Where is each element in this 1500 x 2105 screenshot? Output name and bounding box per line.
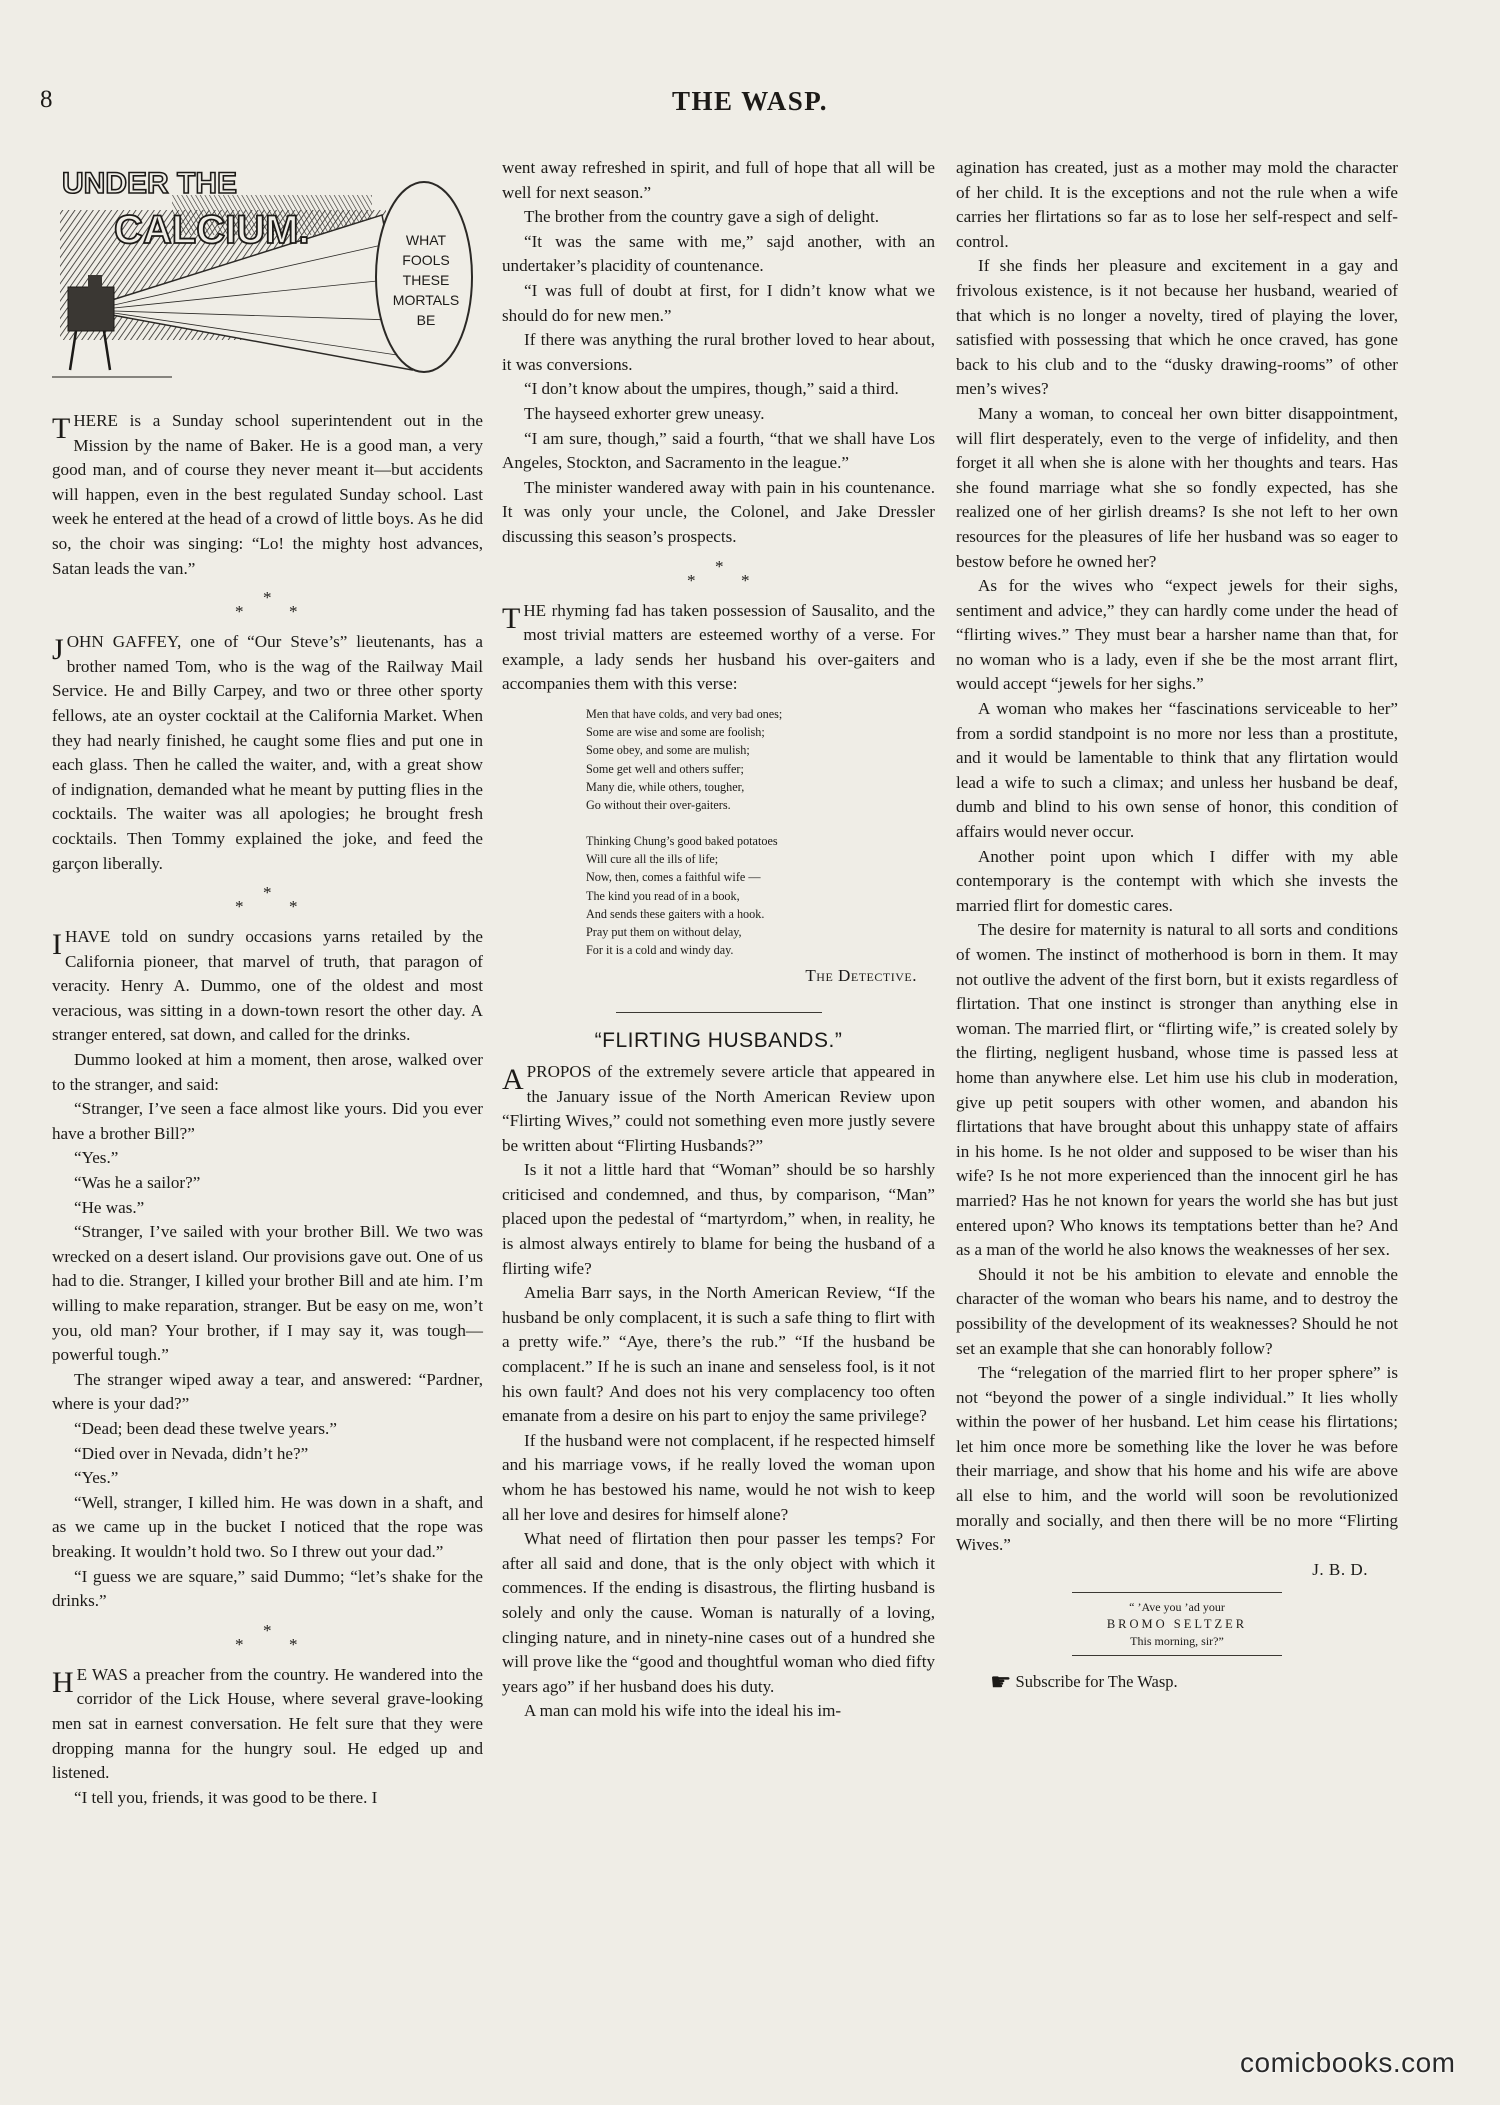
paragraph: “He was.”: [74, 1197, 145, 1217]
paragraph: “I don’t know about the umpires, though,” said a third.: [524, 379, 899, 399]
tagline-line: WHAT: [405, 232, 447, 248]
paragraph: [502, 599, 935, 697]
section-divider-stars: * * *: [235, 1620, 298, 1654]
verse-line: Men that have colds, and very bad ones;: [586, 706, 783, 721]
paragraph: The “relegation of the married flirt to her proper sphere” is not “beyond the power of a single individual.” It lies wholly within the power of her husband. Let him cease his flirtations; let him once more be something like the lover he was before their marriage, and show that his home and his wife are above all else to him, and the world will soon be revolutionized morally and socially, and then there will be no more “Flirting Wives.”: [956, 1363, 1398, 1555]
tagline-line: BE: [416, 312, 436, 328]
section-divider-stars: * * *: [687, 556, 750, 590]
calcium-light-illustration: [52, 155, 483, 393]
paragraph: A woman who makes her “fascinations serviceable to her” from a sordid standpoint is no more nor less than a prostitute, and it would be lamentable to think that any flirtation would lead a wife to such a climax; and unless her husband be deaf, dumb and blind to his own sense of honor, this condition of affairs would never occur.: [956, 699, 1398, 842]
paragraph: Is it not a little hard that “Woman” should be so harshly criticised and condemned, and thus, by comparison, “Man” placed upon the pedestal of “martyrdom,” when, in reality, he is almost always entirely to blame for being the husband of a flirting wife?: [502, 1160, 935, 1278]
tagline-line: THESE: [402, 272, 450, 288]
paragraph: Dummo looked at him a moment, then arose, walked over to the stranger, and said:: [52, 1050, 483, 1094]
under-the-calcium-illustration: [52, 155, 483, 393]
paragraph: “I was full of doubt at first, for I didn’t know what we should do for new men.”: [502, 280, 935, 325]
tagline-line: MORTALS: [392, 292, 460, 308]
pointing-hand-icon: ☛: [990, 1670, 1012, 1697]
paragraph: Another point upon which I differ with my able contemporary is the contempt with which she invests the married flirt for domestic cares.: [956, 846, 1398, 915]
paragraph: A man can mold his wife into the ideal his im-: [524, 1701, 842, 1721]
paragraph: As for the wives who “expect jewels for their sighs, sentiment and advice,” they can hardly come under the head of “flirting wives.” They must bear a harsher name than that, for no woman who is a lady, even if she be the most arrant flirt, would accept “jewels for her sighs.”: [956, 576, 1398, 694]
advert-line: This morning, sir?”: [1130, 1634, 1224, 1649]
paragraph: What need of flirtation then pour passer les temps? For after all said and done, that is the only object with which it commences. If the ending is disastrous, the flirting husband is solely and only the cause. Woman is naturally of a loving, clinging nature, and in ninety-nine cases out of a hundred she will prove like the “good and thoughtful woman who died fifty years ago” if her husband does his duty.: [502, 1529, 935, 1696]
paragraph: If she finds her pleasure and excitement in a gay and frivolous existence, is it not because her husband, wearied of that which is no longer a novelty, tired of playing the lover, satisfied with possessing that which he once craved, has gone back to his club and to the “dusky drawing-rooms” of other men’s wives?: [956, 256, 1398, 399]
verse-line: Thinking Chung’s good baked potatoes: [586, 833, 778, 848]
paragraph-text: PROPOS of the extremely severe article that appeared in the January issue of the North American Review upon “Flirting Wives,” could not something even more justly severe be written about “Flirting Husbands?”: [502, 1061, 935, 1155]
illustration-title-1: UNDER THE: [62, 167, 238, 200]
section-rule: [616, 1012, 822, 1013]
paragraph: “Well, stranger, I killed him. He was down in a shaft, and as we came up in the bucket I noticed that the rope was breaking. It wouldn’t hold two. So I threw out your dad.”: [52, 1492, 483, 1561]
advert-rule: [1072, 1592, 1282, 1593]
paragraph: Many a woman, to conceal her own bitter disappointment, will flirt desperately, even to the verge of infidelity, and then forget it all when she is alone with her thoughts and tears. Has she found marriage what she so fondly expected, has she realized one of her girlish dreams? Is she not left to her own resources for the pleasures of life her husband was so eager to bestow before he owned her?: [956, 403, 1398, 571]
paragraph: The brother from the country gave a sigh of delight.: [524, 207, 880, 227]
paragraph: The stranger wiped away a tear, and answered: “Pardner, where is your dad?”: [52, 1369, 483, 1414]
advert-brand: BROMO SELTZER: [1106, 1617, 1248, 1632]
paragraph-text: HERE is a Sunday school superintendent out in the Mission by the name of Baker. He is a good man, a very good man, and of course they never meant it—but accidents will happen, even in the best regulated Sunday school. Last week he entered at the head of a crowd of little boys. As he did so, the choir was singing: “Lo! the mighty host advances, Satan leads the van.”: [52, 411, 483, 578]
paragraph: “I am sure, though,” said a fourth, “that we shall have Los Angeles, Stockton, and Sacramento in the league.”: [502, 428, 935, 473]
paragraph: “Died over in Nevada, didn’t he?”: [74, 1443, 309, 1463]
verse: [586, 705, 935, 960]
paragraph: [52, 630, 483, 876]
article-signature: J. B. D.: [1312, 1559, 1368, 1579]
verse-line: Some are wise and some are foolish;: [586, 725, 765, 740]
paragraph: [52, 409, 483, 581]
verse-line: Go without their over-gaiters.: [586, 798, 731, 813]
paragraph-text: HAVE told on sundry occasions yarns retailed by the California pioneer, that marvel of truth, that paragon of veracity. Henry A. Dummo, one of the oldest and most veracious, was sitting in a down-town resort the other day. A stranger entered, sat down, and called for the drinks.: [52, 927, 483, 1045]
paragraph: The desire for maternity is natural to all sorts and conditions of women. The instinct of motherhood is born in them. It may not outlive the advent of the first born, but it exists regardless of flirtation. That one instinct is stronger than anything else in woman. The married flirt, or “flirting wife,” is created solely by the flirting, negligent husband, whose time is passed less at home than anywhere else. Let him use his club in moderation, give up petit soupers with other women, and abandon his flirtations that have brought about this unhappy state of affairs in his home. Is he not older and supposed to be wiser than his wife? Is he not more experienced than the innocent girl he has married? Has he not known for years the world she has but just entered upon? Who knows its temptations better than he? And as a man of the world he also knows the weaknesses of her sex.: [956, 920, 1398, 1260]
section-title: “FLIRTING HUSBANDS.”: [594, 1029, 843, 1053]
paragraph: If there was anything the rural brother loved to hear about, it was conversions.: [502, 330, 935, 374]
verse-stanza: [586, 832, 935, 960]
subscribe-notice: [956, 1670, 1398, 1695]
advert-rule: [1072, 1655, 1282, 1656]
page-number: 8: [40, 86, 53, 113]
page-header: [0, 86, 1500, 126]
verse-line: Will cure all the ills of life;: [586, 851, 719, 866]
column-3: [956, 156, 1398, 1695]
column-1: [52, 155, 483, 1810]
paragraph-text: OHN GAFFEY, one of “Our Steve’s” lieutenants, has a brother named Tom, who is the wag of the Railway Mail Service. He and Billy Carpey, and two or three other sporty fellows, ate an oyster cocktail at the California Market. When they had nearly finished, he caught some flies and put one in each glass. Then he called the waiter, and, with a great show of indignation, demanded what he meant by putting flies in the cocktails. The waiter was all apologies; he brought fresh cocktails. Then Tommy explained the joke, and feed the garçon liberally.: [52, 632, 483, 873]
paragraph: “Stranger, I’ve sailed with your brother Bill. We two was wrecked on a desert island. Our provisions gave out. One of us had to die. Stranger, I killed your brother Bill and ate him. I’m willing to make reparation, stranger. But be easy on me, won’t you, old man? Your brother, if I may say it, was tough—powerful tough.”: [52, 1222, 483, 1365]
drop-cap: A: [502, 1062, 524, 1096]
drop-cap: T: [52, 412, 71, 445]
paragraph: “Stranger, I’ve seen a face almost like yours. Did you ever have a brother Bill?”: [52, 1099, 483, 1143]
verse-line: For it is a cold and windy day.: [586, 943, 734, 958]
verse-stanza: [586, 705, 935, 815]
paragraph: “Yes.”: [74, 1148, 119, 1168]
tagline-line: FOOLS: [402, 252, 450, 268]
verse-line: Some obey, and some are mulish;: [586, 743, 750, 758]
masthead: THE WASP.: [671, 86, 829, 116]
bromo-seltzer-advert: [956, 1592, 1398, 1656]
paragraph: [52, 925, 483, 1048]
verse-signature: The Detective.: [805, 965, 917, 985]
drop-cap: J: [52, 633, 64, 667]
drop-cap: T: [502, 601, 521, 635]
paragraph-text: E WAS a preacher from the country. He wandered into the corridor of the Lick House, where several grave-looking men sat in earnest conversation. He felt sure that they were dropping manna for the hungry soul. He edged up and listened.: [52, 1664, 483, 1783]
paragraph: “I guess we are square,” said Dummo; “let’s shake for the drinks.”: [52, 1566, 483, 1611]
verse-line: Pray put them on without delay,: [586, 925, 742, 940]
subscribe-text: Subscribe for The Wasp.: [1015, 1672, 1178, 1692]
section-divider-stars: * * *: [235, 883, 298, 917]
paragraph: “Yes.”: [74, 1468, 119, 1488]
paragraph: went away refreshed in spirit, and full of hope that all will be well for next season.”: [502, 158, 935, 202]
paragraph: [52, 1663, 483, 1786]
verse-line: And sends these gaiters with a hook.: [586, 906, 765, 921]
paragraph: agination has created, just as a mother may mold the character of her child. It is the exceptions and not the rule when a wife carries her flirtations so far as to lose her self-respect and self-control.: [956, 158, 1398, 251]
paragraph: “It was the same with me,” sajd another, with an undertaker’s placidity of countenance.: [502, 231, 935, 276]
paragraph: “I tell you, friends, it was good to be there. I: [74, 1787, 378, 1807]
paragraph: “Dead; been dead these twelve years.”: [74, 1418, 337, 1438]
verse-line: Many die, while others, tougher,: [586, 780, 745, 795]
paragraph: Should it not be his ambition to elevate and ennoble the character of the woman who bears his name, and to destroy the possibility of the development of its weaknesses? Should he not set an example that she can honorably follow?: [956, 1264, 1398, 1358]
paragraph: Amelia Barr says, in the North American Review, “If the husband be only complacent, it is such a safe thing to flirt with a pretty wife.” “Aye, there’s the rub.” “If the husband be complacent.” If he is such an inane and senseless fool, is it not his own fault? And does not his very complacency too often emanate from a desire on his part to enjoy the same privilege?: [502, 1283, 935, 1426]
drop-cap: H: [52, 1665, 74, 1699]
paragraph: The minister wandered away with pain in his countenance. It was only your uncle, the Colonel, and Jake Dressler discussing this season’s prospects.: [502, 477, 935, 546]
section-divider-stars: * * *: [235, 588, 298, 622]
watermark: comicbooks.com: [1240, 2047, 1456, 2078]
verse-line: Now, then, comes a faithful wife —: [586, 870, 761, 885]
drop-cap: I: [52, 928, 62, 962]
paragraph-text: HE rhyming fad has taken possession of Sausalito, and the most trivial matters are esteemed worthy of a verse. For example, a lady sends her husband his over-gaiters and accompanies them with this verse:: [502, 600, 935, 694]
column-2: [502, 156, 935, 1724]
advert-line: “ ’Ave you ’ad your: [1129, 1600, 1225, 1615]
verse-line: Some get well and others suffer;: [586, 761, 744, 776]
paragraph: [502, 1060, 935, 1158]
verse-line: The kind you read of in a book,: [586, 888, 740, 903]
paragraph: The hayseed exhorter grew uneasy.: [524, 403, 765, 423]
paragraph: “Was he a sailor?”: [74, 1173, 201, 1193]
illustration-title-2: CALCIUM.: [114, 208, 310, 252]
paragraph: If the husband were not complacent, if he respected himself and his marriage vows, if he really loved the woman upon whom he has bestowed his name, would he not wish to keep all her love and desires for himself alone?: [502, 1430, 935, 1524]
